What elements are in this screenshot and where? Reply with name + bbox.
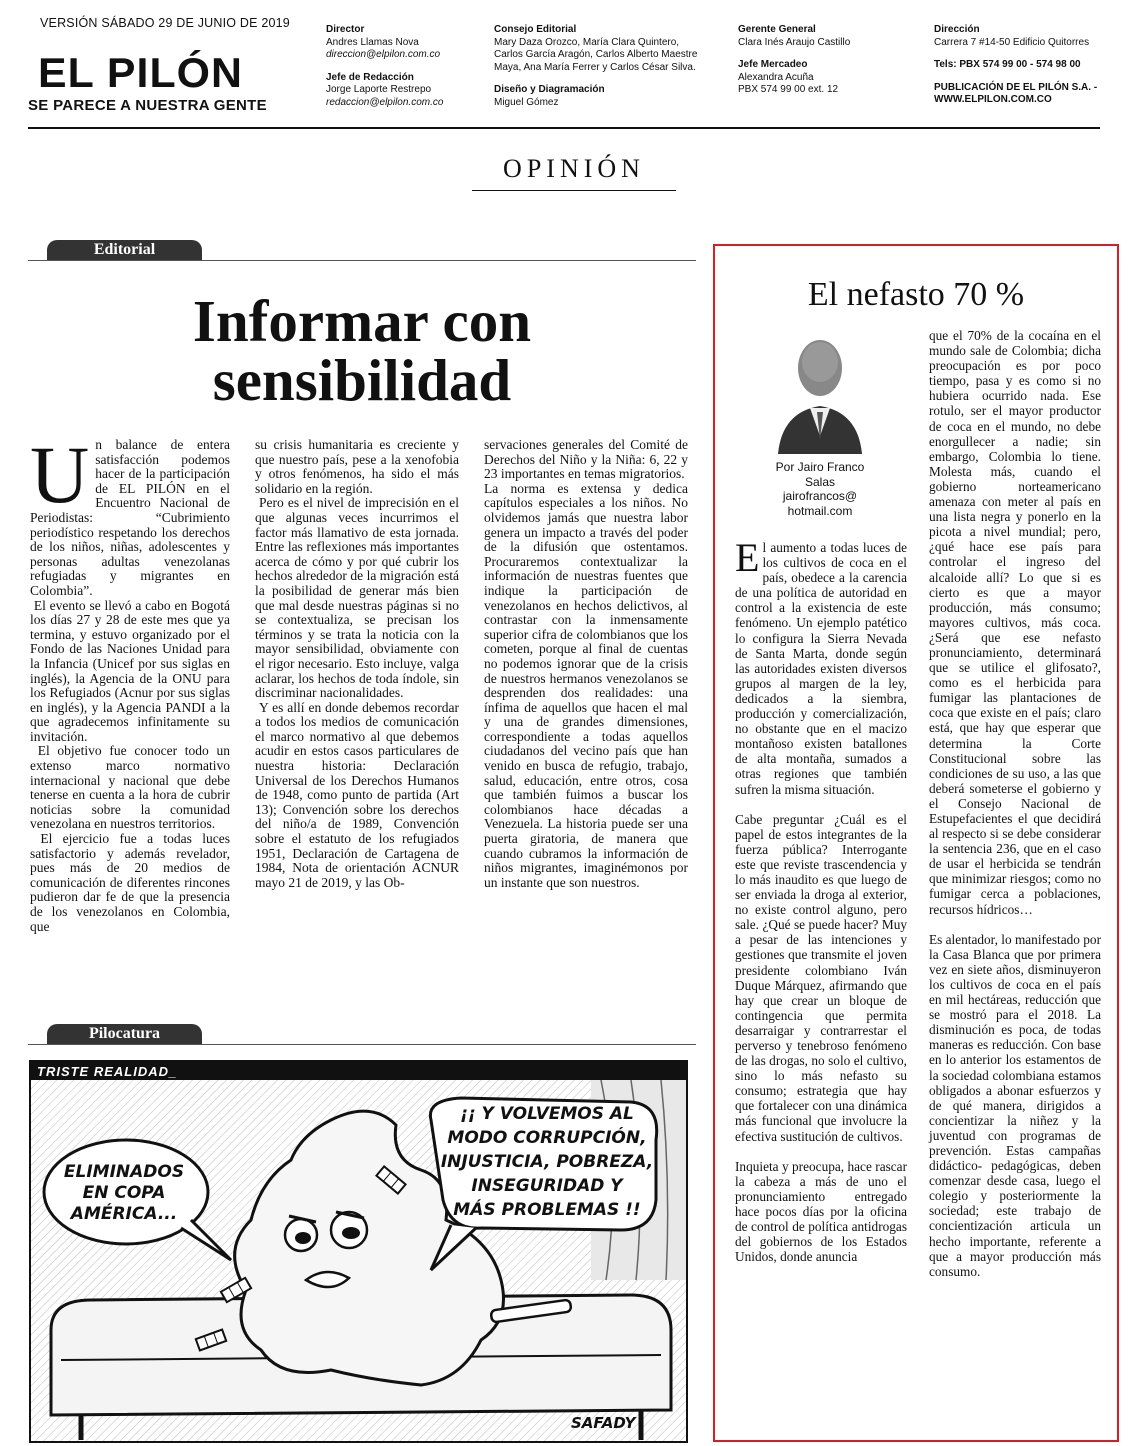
opinion-column-left xyxy=(735,535,907,1279)
byline-line-3[interactable]: jairofrancos@ xyxy=(782,489,858,503)
editorial-headline xyxy=(28,288,696,413)
column-left-p3: Inquieta y preocupa, hace rascar la cabeza a más de uno el pronunciamiento entregado hace pocos días por la oficina de control de política antidrogas del gobiernos de los Estados Unidos, donde anuncia xyxy=(735,1158,907,1265)
mercadeo-label: Jefe Mercadeo xyxy=(738,59,808,70)
jefe-redaccion-label: Jefe de Redacción xyxy=(326,71,414,83)
masthead-director-column xyxy=(326,24,443,109)
director-label: Director xyxy=(326,24,365,35)
editorial-col1-p2: El evento se llevó a cabo en Bogotá los días 27 y 28 de este mes que ya termina, y estuvo organizado por el Fondo de las Naciones Unidad para la Infancia (Unicef por sus siglas en inglés), la Agencia de la ONU para los Refugiados (Acnur por sus siglas en inglés), y la Agencia PANDI a la que agradecemos infinitamente su invitación. xyxy=(30,597,231,744)
bubble-right-line-3: INJUSTICIA, POBREZA, xyxy=(440,1152,654,1172)
diseno-name: Miguel Gómez xyxy=(494,96,559,108)
cartoon-signature: SAFADY xyxy=(571,1414,636,1432)
pilocatura-rule xyxy=(28,1044,696,1045)
editorial-column-1 xyxy=(30,429,231,934)
editorial-col2-p3: Y es allí en donde debemos recordar a todos los medios de comunicación el marco normativo al que debemos acudir en estos casos particulares de nuestra historia: Declaración Universal de los Derechos Humanos de 1948, como punto de partida (Art 13); Convención sobre los derechos del niño/a de 1989, Convención sobre el estatuto de los refugiados 1951, Declaración de Cartagena de 1984, Nota de orientación ACNUR mayo 21 de 2019, y las Ob- xyxy=(255,699,459,890)
masthead-rule xyxy=(28,127,1100,129)
diseno-label: Diseño y Diagramación xyxy=(494,84,605,95)
headline-line-1: Informar con xyxy=(192,288,532,354)
publicacion-line-2[interactable]: WWW.ELPILON.COM.CO xyxy=(934,94,1052,105)
gerente-label: Gerente General xyxy=(738,24,816,35)
publicacion-line-1: PUBLICACIÓN DE EL PILÓN S.A. - xyxy=(934,81,1098,93)
cartoon-bubble-left xyxy=(53,1162,195,1225)
editorial-col2-p1: su crisis humanitaria es creciente y que nuestro país, pese a la xenofobia y otros fenómenos, ha sido el más solidario en la región. xyxy=(255,437,459,496)
byline-line-1: Por Jairo Franco xyxy=(775,460,865,474)
cartoon-strip-title: TRISTE REALIDAD_ xyxy=(37,1064,178,1079)
consejo-line-1: Mary Daza Orozco, María Clara Quintero, xyxy=(494,36,680,48)
column-left-p1: l aumento a todas luces de los cultivos de coca en el país, obedece a la carencia de una política de autoridad en control a la existencia de este fenómeno. Un ejemplo patético lo configura la Sierra Nevada de Santa Marta, donde según las autoridades existen diversos grupos al margen de la ley, dedicados a la siembra, producción y comercialización, no obstante que en el macizo montañoso existen batallones de alta montaña, sumados a otras regiones que también sufren la misma situación. xyxy=(735,540,907,797)
edition-date: VERSIÓN SÁBADO 29 DE JUNIO DE 2019 xyxy=(40,16,290,30)
editorial-column-3 xyxy=(484,438,688,890)
column-dropcap: E xyxy=(735,535,760,580)
column-byline xyxy=(760,460,880,518)
gerente-name: Clara Inés Araujo Castillo xyxy=(738,36,851,48)
bubble-right-line-5: MÁS PROBLEMAS !! xyxy=(453,1200,641,1220)
masthead-consejo-column xyxy=(494,24,697,109)
editorial-column-2 xyxy=(255,438,459,890)
masthead-direccion-column xyxy=(934,24,1097,107)
bubble-left-line-3: AMÉRICA... xyxy=(70,1204,178,1224)
jefe-redaccion-email: redaccion@elpilon.com.co xyxy=(326,96,444,108)
column-right-p1: que el 70% de la cocaína en el mundo sale de Colombia; dicha preocupación es por poco tiempo, pasa y es como si no hubiera ocurrido nada. Ese rotulo, ser el mayor productor de coca en el mundo, no debe enorgullecer a nadie; sin embargo, Colombia lo tiene. Molesta más, cuando el gobierno norteamericano amenaza con meter al país en una lista negra y ponerlo en la picota a nivel mundial; pero, ¿qué hace ese país para controlar el ingreso del alcaloide allí? Lo que si es cierto es que a mayor producción, más consumo; mayores cultivos, más coca. ¿Será que ese nefasto pronunciamiento, determinará que se utilice el glifosato?, como es el herbicida para fumigar las plantaciones de coca que existe en el país; claro está, que hay que esperar que determina la Corte Constitucional sobre las condiciones de su uso, a las que deberá someterse el gobierno y el Consejo Nacional de Estupefacientes el que decidirá al respecto si se debe considerar la sentencia 236, que en el caso de usar el herbicida se tendrán que minimizar riesgos; como no fumigar cerca a poblaciones, recursos hídricos… xyxy=(929,328,1101,917)
section-title: OPINIÓN xyxy=(503,154,645,183)
direccion-phones: Tels: PBX 574 99 00 - 574 98 00 xyxy=(934,59,1081,70)
opinion-column-title: El nefasto 70 % xyxy=(807,276,1025,313)
mercadeo-phone: PBX 574 99 00 ext. 12 xyxy=(738,84,839,95)
newspaper-logo: EL PILÓN xyxy=(38,49,243,96)
column-right-p2: Es alentador, lo manifestado por la Casa Blanca que por primera vez en siete años, disminuyeron los cultivos de coca en el país en mil hectáreas, reducción que se mostró para el 2018. La disminución es poca, de todas maneras es reducción. Con base en lo anterior los estamentos de la sociedad colombiana estamos obligados a abonar esfuerzos y de qué manera, dirigidos a concientizar la niñez y la juventud con programas de prevención. Estas campañas didáctico- pedagógicas, deben comenzar desde casa, luego el colegio y posteriormente la sociedad; este trabajo de concientización articula un hecho importante, referente a que a mayor producción más consumo. xyxy=(929,931,1101,1279)
column-left-p2: Cabe preguntar ¿Cuál es el papel de estos integrantes de la fuerza pública? Interrogante este que reviste trascendencia y lo más inaudito es que luego de ser enviada la droga al exterior, no existe control alguno, pero sale. ¿Qué se puede hacer? Muy a pesar de las intenciones y gestiones que transmite el joven presidente colombiano Iván Duque Márquez, afirmando que hay que crear un bloque de contingencia que permita desarraigar y contrarrestar el perverso y tenebroso fenómeno de las drogas, no solo el cultivo, sino lo más nefasto su consumo; estrategia que hay que fortalecer con una dinámica más funcional que involucre la efectiva sustitución de cultivos. xyxy=(735,811,907,1144)
bubble-right-line-1: ¡¡ Y VOLVEMOS AL xyxy=(460,1104,634,1124)
cartoon-bubble-right xyxy=(431,1102,663,1222)
masthead-gerencia-column xyxy=(738,24,850,97)
bubble-left-line-1: ELIMINADOS xyxy=(63,1162,185,1182)
bubble-right-line-4: INSEGURIDAD Y xyxy=(471,1176,623,1196)
editorial-cartoon xyxy=(29,1060,688,1443)
bubble-right-line-2: MODO CORRUPCIÓN, xyxy=(447,1128,647,1148)
editorial-rule xyxy=(28,260,696,261)
jefe-redaccion-name: Jorge Laporte Restrepo xyxy=(326,84,432,95)
director-name: Andres Llamas Nova xyxy=(326,36,419,48)
pilocatura-tab: Pilocatura xyxy=(47,1024,202,1044)
byline-line-2: Salas xyxy=(804,474,836,489)
editorial-col3-p2: La norma es extensa y dedica capítulos especiales a los niños. No olvidemos jamás que nuestra labor genera un impacto a través del poder de la difusión que ostentamos. Procuraremos contextualizar la información de nuestras fuentes que indique la participación de venezolanos en hechos delictivos, al contrastar con la inmensamente superior cifra de colombianos que los cometen, porque al final de cuentas no podemos ignorar que de la crisis de nuestros hermanos venezolanos se desprenden dos realidades: una ínfima de aquellos que hacen el mal y una de grandes dimensiones, correspondiente a todas aquellos ciudadanos del vecino país que han venido en busca de refugio, trabajo, salud, educación, entre otros, cosa que también fuimos a buscar los colombianos hace décadas a Venezuela. La historia puede ser una puerta giratoria, de manera que cuando cubramos la información de niños migrantes, imaginémonos por un instante que son nuestros. xyxy=(484,480,688,890)
editorial-col1-p1: n balance de entera satisfacción podemos hacer de la participación de EL PILÓN en el Encuentro Nacional de Periodistas: “Cubrimiento periodístico respetando los derechos de los niños, niñas, adolescentes y personas adultas venezolanas refugiadas y migrantes en Colombia”. xyxy=(30,437,230,598)
consejo-line-3: Maya, Ana María Ferrer y Carlos César Silva. xyxy=(494,61,696,73)
byline-line-4[interactable]: hotmail.com xyxy=(787,503,853,518)
direccion-address: Carrera 7 #14-50 Edificio Quitorres xyxy=(934,36,1090,48)
bubble-left-line-2: EN COPA xyxy=(82,1183,166,1203)
headline-line-2: sensibilidad xyxy=(212,347,512,413)
cartoon-header-bar xyxy=(31,1062,686,1080)
direccion-label: Dirección xyxy=(934,24,980,35)
editorial-dropcap: U xyxy=(30,429,90,520)
section-underline xyxy=(472,190,676,191)
consejo-label: Consejo Editorial xyxy=(494,24,577,35)
editorial-col1-p3: El objetivo fue conocer todo un extenso marco normativo internacional y nacional que debe tenerse en cuenta a la hora de cubrir noticias sobre la comunidad venezolana en nuestros territorios. xyxy=(30,743,231,832)
mercadeo-name: Alexandra Acuña xyxy=(738,71,814,83)
author-photo xyxy=(770,326,870,456)
editorial-col3-p1: servaciones generales del Comité de Derechos del Niño y la Niña: 6, 22 y 23 importantes en temas migratorios. xyxy=(484,437,688,482)
director-email: direccion@elpilon.com.co xyxy=(326,49,441,60)
editorial-col2-p2: Pero es el nivel de imprecisión en el que algunas veces incurrimos el factor más llamativo de esta jornada. Entre las reflexiones más importantes acerca de cómo y por qué cubrir los hechos alrededor de la migración está la posibilidad de generar más bien que mal desde nuestras páginas si no se contextualiza, se precisan los términos y se trata la noticia con la mayor sensibilidad, obviamente con el rigor necesario. Esto incluye, valga aclarar, los hechos de toda índole, sin discriminar nacionalidades. xyxy=(255,495,459,701)
editorial-col1-p4: El ejercicio fue a todas luces satisfactorio y además revelador, pues más de 20 medios de comunicación de diferentes rincones pudieron dar fe de que la presencia de los venezolanos en Colombia, que xyxy=(30,831,230,934)
opinion-column-right xyxy=(929,328,1101,1294)
newspaper-slogan: SE PARECE A NUESTRA GENTE xyxy=(28,97,267,114)
consejo-line-2: Carlos García Aragón, Carlos Alberto Maestre xyxy=(494,49,698,60)
editorial-tab: Editorial xyxy=(47,240,202,260)
